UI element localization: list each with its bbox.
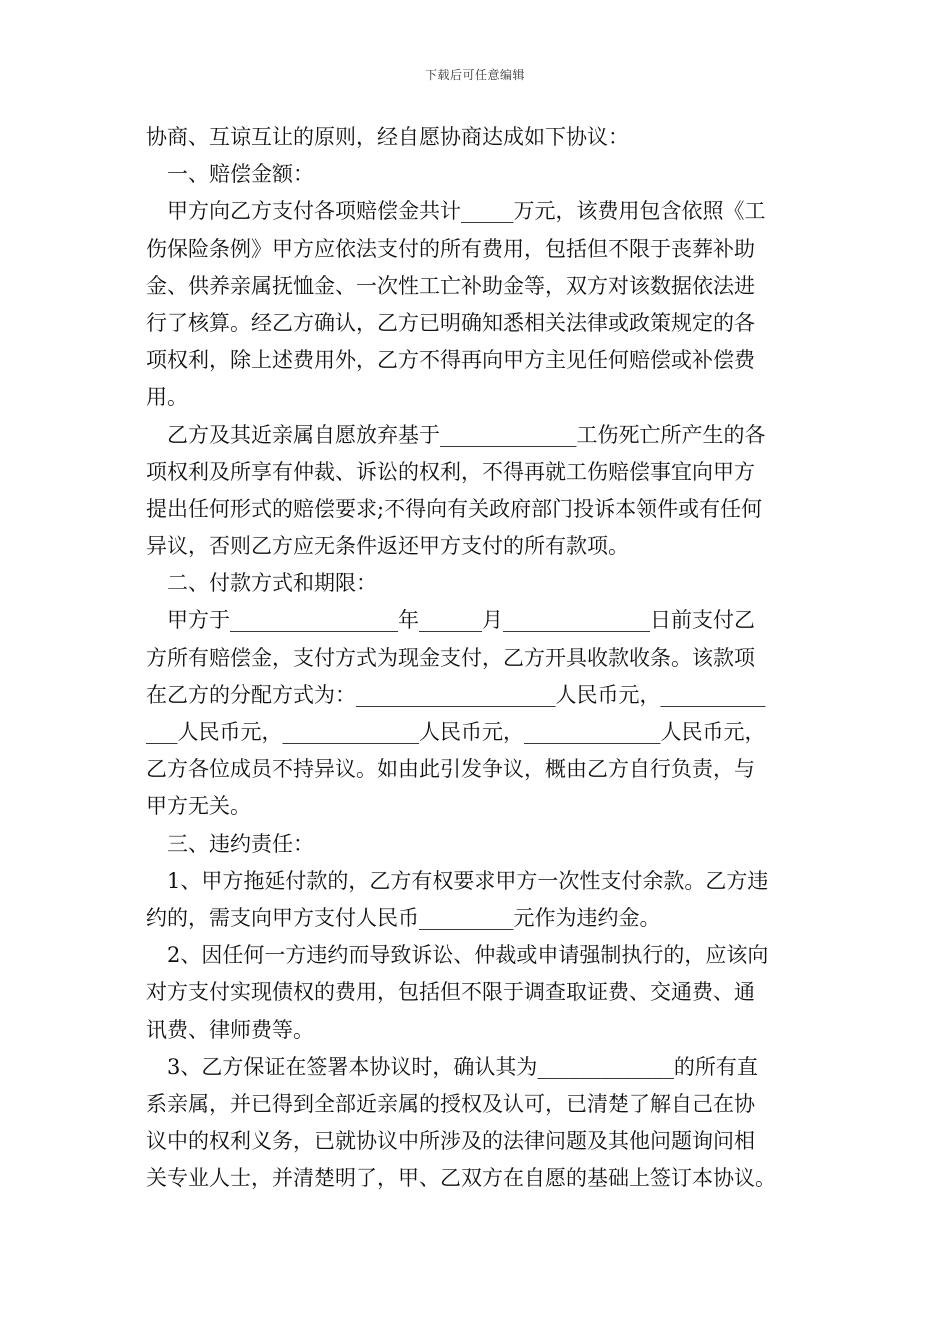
section-heading-liability: 三、违约责任： xyxy=(167,831,314,856)
page-header: 下载后可任意编辑 xyxy=(424,68,525,82)
body-line: 异议，否则乙方应无条件返还甲方支付的所有款项。 xyxy=(146,534,629,559)
body-line: ___人民币元，_____________人民币元，_____________人民币元， xyxy=(146,720,766,744)
clause-3-line: 3、乙方保证在签署本协议时，确认其为_____________的所有直 xyxy=(167,1054,758,1079)
clause-3-line: 系亲属，并已得到全部近亲属的授权及认可，已清楚了解自己在协 xyxy=(146,1091,755,1116)
clause-1-line: 约的，需支向甲方支付人民币_________元作为违约金。 xyxy=(146,905,661,930)
body-line: 乙方及其近亲属自愿放弃基于_____________工伤死亡所产生的各 xyxy=(167,422,766,447)
clause-3-line: 议中的权利义务，已就协议中所涉及的法律问题及其他问题询问相 xyxy=(146,1129,755,1154)
section-heading-compensation: 一、赔偿金额： xyxy=(167,162,314,187)
body-line: 用。 xyxy=(146,385,188,410)
clause-3-line: 关专业人士，并清楚明了，甲、乙双方在自愿的基础上签订本协议。 xyxy=(146,1166,776,1191)
body-line: 方所有赔偿金，支付方式为现金支付，乙方开具收款收条。该款项 xyxy=(146,645,755,670)
clause-2-line: 讯费、律师费等。 xyxy=(146,1017,314,1042)
clause-2-line: 2、因任何一方违约而导致诉讼、仲裁或申请强制执行的，应该向 xyxy=(167,943,769,968)
clause-1-line: 1、甲方拖延付款的，乙方有权要求甲方一次性支付余款。乙方违 xyxy=(167,868,769,893)
body-line: 甲方向乙方支付各项赔偿金共计_____万元，该费用包含依照《工 xyxy=(167,199,766,224)
body-line: 项权利及所享有仲裁、诉讼的权利，不得再就工伤赔偿事宜向甲方 xyxy=(146,459,755,484)
body-line: 甲方无关。 xyxy=(146,794,251,819)
document-body xyxy=(146,119,806,1197)
body-line: 在乙方的分配方式为：___________________人民币元，__________ xyxy=(146,682,766,707)
body-line: 提出任何形式的赔偿要求;不得向有关政府部门投诉本领件或有任何 xyxy=(146,496,763,521)
body-line: 乙方各位成员不持异议。如由此引发争议，概由乙方自行负责，与 xyxy=(146,757,755,782)
body-line: 甲方于________________年______月______________日前支付乙 xyxy=(167,608,755,633)
body-line: 协商、互谅互让的原则，经自愿协商达成如下协议： xyxy=(146,125,629,149)
clause-2-line: 对方支付实现债权的费用，包括但不限于调查取证费、交通费、通 xyxy=(146,980,755,1005)
section-heading-payment: 二、付款方式和期限： xyxy=(167,571,377,596)
body-line: 行了核算。经乙方确认，乙方已明确知悉相关法律或政策规定的各 xyxy=(146,310,755,335)
body-line: 项权利，除上述费用外，乙方不得再向甲方主见任何赔偿或补偿费 xyxy=(146,348,755,373)
body-line: 金、供养亲属抚恤金、一次性工亡补助金等，双方对该数据依法进 xyxy=(146,273,755,298)
body-line: 伤保险条例》甲方应依法支付的所有费用，包括但不限于丧葬补助 xyxy=(146,236,755,261)
